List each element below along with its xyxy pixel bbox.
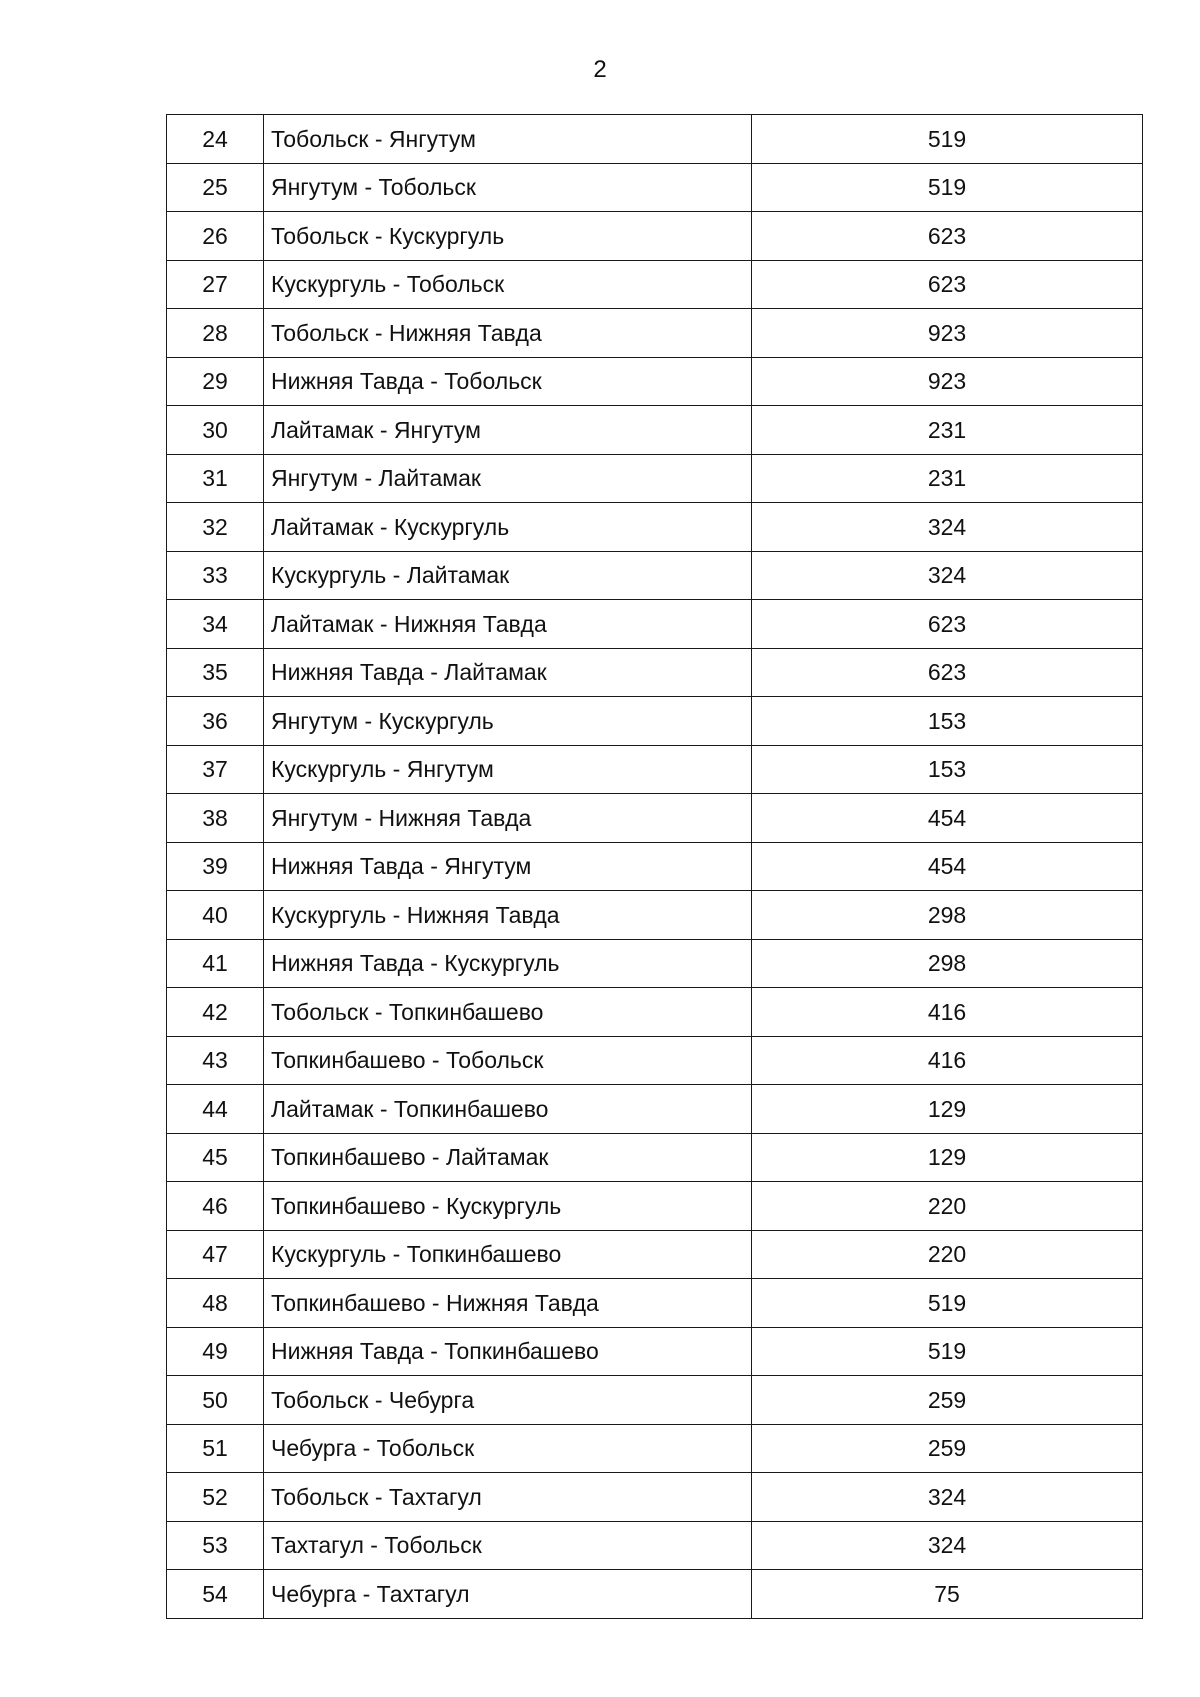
value-cell: 75 — [752, 1570, 1143, 1619]
value-cell: 623 — [752, 648, 1143, 697]
value-cell: 519 — [752, 1279, 1143, 1328]
route-cell: Лайтамак - Янгутум — [264, 406, 752, 455]
table-row — [167, 988, 1143, 1037]
row-number-cell: 45 — [167, 1133, 264, 1182]
row-number-cell: 27 — [167, 260, 264, 309]
value-cell: 623 — [752, 600, 1143, 649]
value-cell: 623 — [752, 260, 1143, 309]
route-cell: Янгутум - Кускургуль — [264, 697, 752, 746]
table-row — [167, 357, 1143, 406]
table-row — [167, 1327, 1143, 1376]
table-row — [167, 1230, 1143, 1279]
table-row — [167, 794, 1143, 843]
value-cell: 153 — [752, 697, 1143, 746]
table-row — [167, 697, 1143, 746]
value-cell: 129 — [752, 1085, 1143, 1134]
row-number-cell: 30 — [167, 406, 264, 455]
value-cell: 454 — [752, 842, 1143, 891]
table-row — [167, 842, 1143, 891]
route-cell: Кускургуль - Лайтамак — [264, 551, 752, 600]
table-row — [167, 503, 1143, 552]
route-cell: Янгутум - Нижняя Тавда — [264, 794, 752, 843]
row-number-cell: 51 — [167, 1424, 264, 1473]
table-row — [167, 1085, 1143, 1134]
value-cell: 923 — [752, 357, 1143, 406]
table-row — [167, 1473, 1143, 1522]
value-cell: 416 — [752, 988, 1143, 1037]
route-cell: Лайтамак - Кускургуль — [264, 503, 752, 552]
table-row — [167, 600, 1143, 649]
row-number-cell: 26 — [167, 212, 264, 261]
route-cell: Нижняя Тавда - Топкинбашево — [264, 1327, 752, 1376]
row-number-cell: 35 — [167, 648, 264, 697]
row-number-cell: 31 — [167, 454, 264, 503]
row-number-cell: 49 — [167, 1327, 264, 1376]
route-table — [166, 114, 1143, 1619]
row-number-cell: 50 — [167, 1376, 264, 1425]
table-row — [167, 1424, 1143, 1473]
row-number-cell: 52 — [167, 1473, 264, 1522]
value-cell: 324 — [752, 1473, 1143, 1522]
value-cell: 519 — [752, 163, 1143, 212]
route-cell: Кускургуль - Нижняя Тавда — [264, 891, 752, 940]
route-cell: Топкинбашево - Лайтамак — [264, 1133, 752, 1182]
row-number-cell: 25 — [167, 163, 264, 212]
table-row — [167, 939, 1143, 988]
table-row — [167, 648, 1143, 697]
route-cell: Тобольск - Топкинбашево — [264, 988, 752, 1037]
row-number-cell: 39 — [167, 842, 264, 891]
route-cell: Тобольск - Кускургуль — [264, 212, 752, 261]
row-number-cell: 40 — [167, 891, 264, 940]
value-cell: 220 — [752, 1230, 1143, 1279]
page-number: 2 — [593, 56, 607, 83]
value-cell: 454 — [752, 794, 1143, 843]
table-row — [167, 1182, 1143, 1231]
table-row — [167, 1521, 1143, 1570]
value-cell: 416 — [752, 1036, 1143, 1085]
value-cell: 129 — [752, 1133, 1143, 1182]
row-number-cell: 44 — [167, 1085, 264, 1134]
value-cell: 231 — [752, 406, 1143, 455]
value-cell: 324 — [752, 1521, 1143, 1570]
value-cell: 519 — [752, 115, 1143, 164]
table-row — [167, 891, 1143, 940]
table-row — [167, 745, 1143, 794]
row-number-cell: 54 — [167, 1570, 264, 1619]
table-row — [167, 406, 1143, 455]
table-row — [167, 260, 1143, 309]
table-row — [167, 551, 1143, 600]
route-cell: Кускургуль - Янгутум — [264, 745, 752, 794]
row-number-cell: 41 — [167, 939, 264, 988]
route-cell: Нижняя Тавда - Лайтамак — [264, 648, 752, 697]
row-number-cell: 43 — [167, 1036, 264, 1085]
route-cell: Топкинбашево - Кускургуль — [264, 1182, 752, 1231]
route-cell: Чебурга - Тобольск — [264, 1424, 752, 1473]
value-cell: 519 — [752, 1327, 1143, 1376]
route-cell: Лайтамак - Топкинбашево — [264, 1085, 752, 1134]
table-row — [167, 309, 1143, 358]
row-number-cell: 42 — [167, 988, 264, 1037]
row-number-cell: 46 — [167, 1182, 264, 1231]
table-row — [167, 1036, 1143, 1085]
value-cell: 324 — [752, 503, 1143, 552]
table-row — [167, 115, 1143, 164]
row-number-cell: 33 — [167, 551, 264, 600]
table-row — [167, 1570, 1143, 1619]
row-number-cell: 53 — [167, 1521, 264, 1570]
row-number-cell: 37 — [167, 745, 264, 794]
value-cell: 153 — [752, 745, 1143, 794]
route-cell: Тобольск - Янгутум — [264, 115, 752, 164]
value-cell: 259 — [752, 1424, 1143, 1473]
route-cell: Нижняя Тавда - Кускургуль — [264, 939, 752, 988]
route-cell: Нижняя Тавда - Тобольск — [264, 357, 752, 406]
row-number-cell: 34 — [167, 600, 264, 649]
value-cell: 298 — [752, 939, 1143, 988]
table-row — [167, 454, 1143, 503]
row-number-cell: 36 — [167, 697, 264, 746]
route-cell: Кускургуль - Тобольск — [264, 260, 752, 309]
route-cell: Янгутум - Тобольск — [264, 163, 752, 212]
value-cell: 259 — [752, 1376, 1143, 1425]
route-cell: Топкинбашево - Тобольск — [264, 1036, 752, 1085]
route-table-body — [167, 115, 1143, 1619]
route-cell: Чебурга - Тахтагул — [264, 1570, 752, 1619]
route-cell: Лайтамак - Нижняя Тавда — [264, 600, 752, 649]
table-row — [167, 163, 1143, 212]
route-cell: Тахтагул - Тобольск — [264, 1521, 752, 1570]
row-number-cell: 32 — [167, 503, 264, 552]
route-cell: Тобольск - Чебурга — [264, 1376, 752, 1425]
route-cell: Тобольск - Нижняя Тавда — [264, 309, 752, 358]
value-cell: 231 — [752, 454, 1143, 503]
value-cell: 324 — [752, 551, 1143, 600]
table-row — [167, 212, 1143, 261]
row-number-cell: 28 — [167, 309, 264, 358]
value-cell: 298 — [752, 891, 1143, 940]
row-number-cell: 48 — [167, 1279, 264, 1328]
row-number-cell: 47 — [167, 1230, 264, 1279]
table-row — [167, 1376, 1143, 1425]
table-row — [167, 1279, 1143, 1328]
route-cell: Топкинбашево - Нижняя Тавда — [264, 1279, 752, 1328]
row-number-cell: 38 — [167, 794, 264, 843]
route-cell: Янгутум - Лайтамак — [264, 454, 752, 503]
row-number-cell: 24 — [167, 115, 264, 164]
route-cell: Нижняя Тавда - Янгутум — [264, 842, 752, 891]
value-cell: 220 — [752, 1182, 1143, 1231]
value-cell: 923 — [752, 309, 1143, 358]
route-cell: Тобольск - Тахтагул — [264, 1473, 752, 1522]
table-row — [167, 1133, 1143, 1182]
route-cell: Кускургуль - Топкинбашево — [264, 1230, 752, 1279]
value-cell: 623 — [752, 212, 1143, 261]
row-number-cell: 29 — [167, 357, 264, 406]
